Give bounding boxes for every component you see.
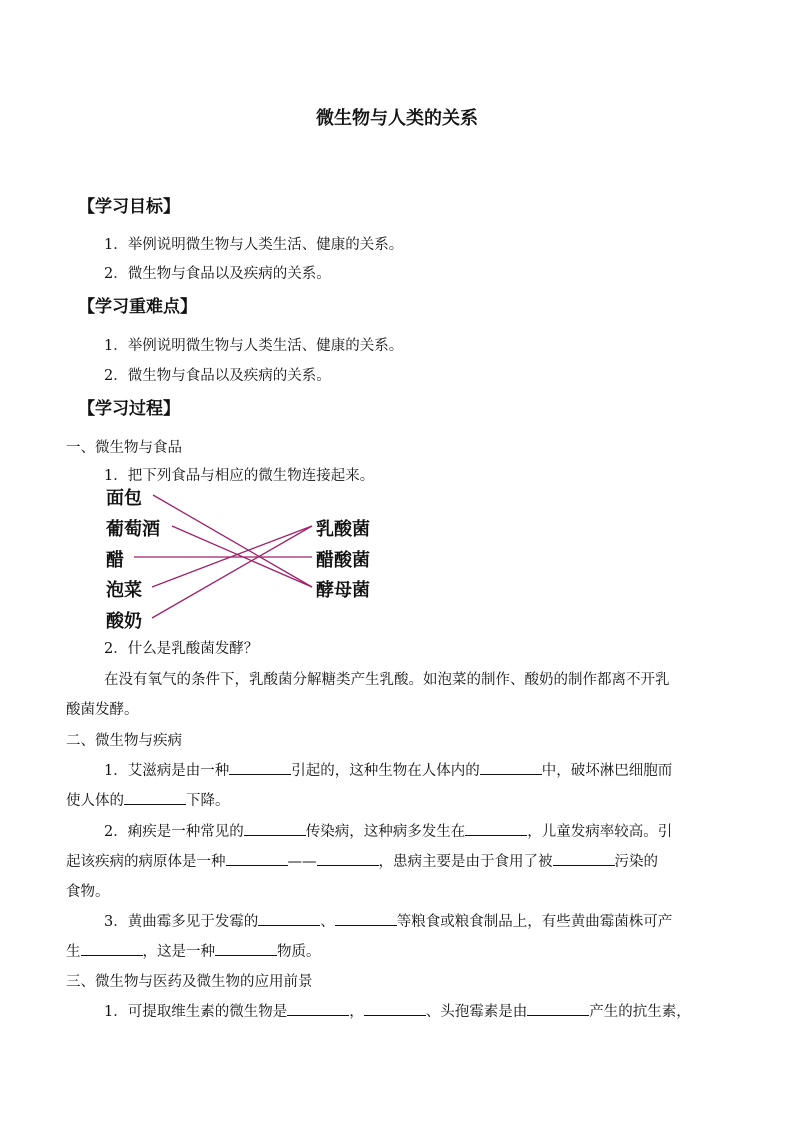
food-yogurt: 酸奶 xyxy=(106,611,142,632)
goal-item-1: 1．举例说明微生物与人类生活、健康的关系。 xyxy=(104,237,404,253)
section2-q2-line3: 食物。 xyxy=(66,884,110,900)
key-points-heading: 【学习重难点】 xyxy=(78,297,197,317)
fill-blank[interactable] xyxy=(244,820,306,836)
q1-text-e: 下降。 xyxy=(186,793,230,809)
fill-blank[interactable] xyxy=(317,850,379,866)
section2-q1-line1 xyxy=(104,759,672,780)
section1-title: 一、微生物与食品 xyxy=(66,440,182,456)
s3q1-text-a: 1．可提取维生素的微生物是 xyxy=(104,1004,288,1020)
key-point-item-2: 2．微生物与食品以及疾病的关系。 xyxy=(104,368,331,384)
q2-text-f: ，患病主要是由于食用了被 xyxy=(378,854,553,870)
q2-text-d: 起该疾病的病原体是一种 xyxy=(66,854,226,870)
q2-text-b: 传染病，这种病多发生在 xyxy=(305,824,466,840)
q2-text-g: 污染的 xyxy=(614,854,658,870)
fill-blank[interactable] xyxy=(335,910,397,926)
match-line-4-0 xyxy=(152,526,312,618)
section1-answer-line-1: 在没有氧气的条件下，乳酸菌分解糖类产生乳酸。如泡菜的制作、酸奶的制作都离不开乳 xyxy=(104,672,670,688)
page-title: 微生物与人类的关系 xyxy=(316,108,478,129)
food-bread: 面包 xyxy=(106,488,142,509)
s3q1-text-b: ， xyxy=(349,1004,364,1020)
s3q1-text-c: 、头孢霉素是由 xyxy=(425,1004,528,1020)
fill-blank[interactable] xyxy=(553,850,615,866)
microbe-acetobacter: 醋酸菌 xyxy=(316,550,370,571)
fill-blank[interactable] xyxy=(527,1000,589,1016)
q1-text-c: 中，破坏淋巴细胞而 xyxy=(541,763,673,779)
section1-question-2: 2．什么是乳酸菌发酵？ xyxy=(104,641,259,657)
section2-q2-line1 xyxy=(104,820,672,841)
goals-heading: 【学习目标】 xyxy=(78,197,180,217)
process-heading: 【学习过程】 xyxy=(78,399,180,419)
fill-blank[interactable] xyxy=(258,910,320,926)
q3-text-e: ，这是一种 xyxy=(142,944,215,960)
food-vinegar: 醋 xyxy=(106,550,124,571)
fill-blank[interactable] xyxy=(465,820,527,836)
q1-text-b: 引起的，这种生物在人体内的 xyxy=(291,763,480,779)
q3-text-c: 等粮食或粮食制品上，有些黄曲霉菌株可产 xyxy=(396,914,673,930)
q2-text-c: ，儿童发病率较高。引 xyxy=(527,824,673,840)
section3-title: 三、微生物与医药及微生物的应用前景 xyxy=(66,974,313,990)
section2-q3-line1 xyxy=(104,910,672,931)
q3-text-d: 生 xyxy=(66,944,81,960)
s3q1-text-d: 产生的抗生素， xyxy=(589,1004,691,1020)
q3-text-f: 物质。 xyxy=(277,944,321,960)
food-pickle: 泡菜 xyxy=(106,580,142,601)
q1-text-d: 使人体的 xyxy=(66,793,124,809)
q1-text-a: 1．艾滋病是由一种 xyxy=(104,763,230,779)
food-wine: 葡萄酒 xyxy=(106,519,160,540)
fill-blank[interactable] xyxy=(287,1000,349,1016)
section1-question-1: 1．把下列食品与相应的微生物连接起来。 xyxy=(104,468,375,484)
fill-blank[interactable] xyxy=(226,850,288,866)
fill-blank[interactable] xyxy=(215,940,277,956)
fill-blank[interactable] xyxy=(124,789,186,805)
q3-text-a: 3．黄曲霉多见于发霉的 xyxy=(104,914,259,930)
q2-text-a: 2．痢疾是一种常见的 xyxy=(104,824,244,840)
goal-item-2: 2．微生物与食品以及疾病的关系。 xyxy=(104,266,331,282)
fill-blank[interactable] xyxy=(229,759,291,775)
q3-text-b: 、 xyxy=(320,914,335,930)
section1-answer-line-2: 酸菌发酵。 xyxy=(66,702,139,718)
fill-blank[interactable] xyxy=(480,759,542,775)
fill-blank[interactable] xyxy=(364,1000,426,1016)
q2-text-e: —— xyxy=(287,854,317,870)
section2-q2-line2 xyxy=(66,850,658,871)
key-point-item-1: 1．举例说明微生物与人类生活、健康的关系。 xyxy=(104,338,404,354)
fill-blank[interactable] xyxy=(81,940,143,956)
section2-q3-line2 xyxy=(66,940,321,961)
microbe-lactobacillus: 乳酸菌 xyxy=(316,519,370,540)
section2-q1-line2 xyxy=(66,789,230,810)
section2-title: 二、微生物与疾病 xyxy=(66,733,182,749)
section3-q1-line1 xyxy=(104,1000,691,1021)
match-line-0-2 xyxy=(153,495,312,587)
microbe-yeast: 酵母菌 xyxy=(316,580,370,601)
